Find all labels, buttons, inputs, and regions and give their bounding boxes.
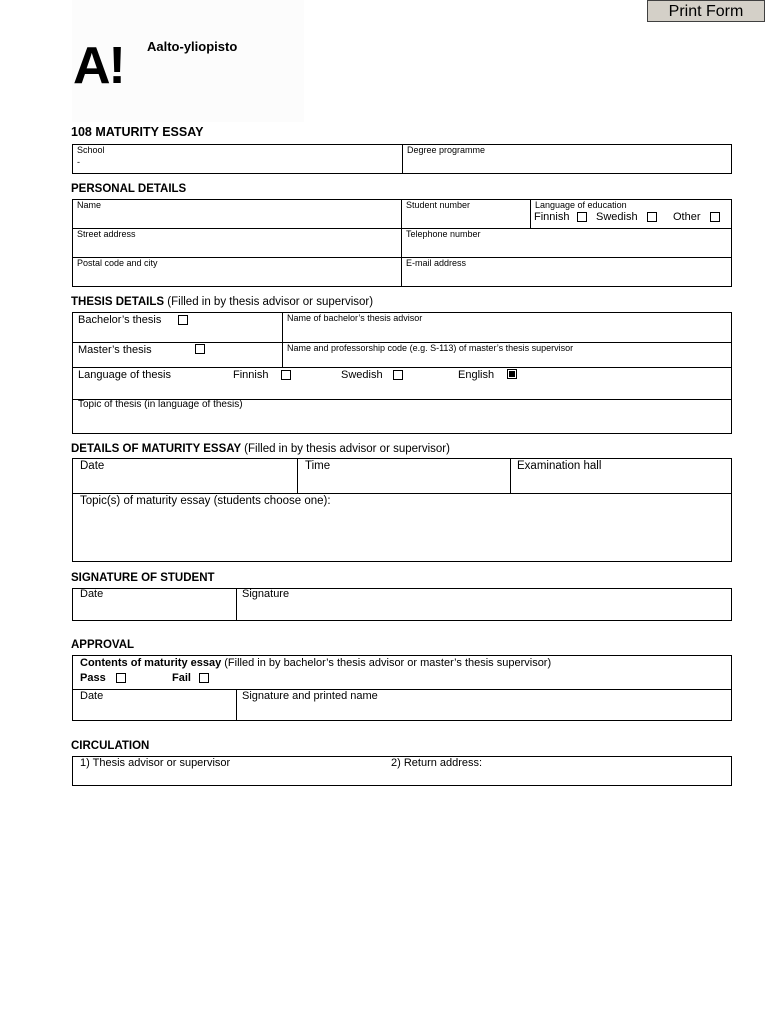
examination-hall-label: Examination hall <box>517 460 602 472</box>
student-signature-field[interactable] <box>237 589 731 620</box>
print-form-button[interactable]: Print Form <box>647 0 765 22</box>
circulation-heading: CIRCULATION <box>71 740 150 752</box>
thesis-topic-label: Topic of thesis (in language of thesis) <box>78 399 243 410</box>
name-field[interactable] <box>73 200 400 227</box>
bachelors-thesis-label: Bachelor’s thesis <box>78 314 162 326</box>
masters-supervisor-field[interactable] <box>283 343 731 366</box>
essay-time-field[interactable] <box>298 459 509 492</box>
thesis-details-title: THESIS DETAILS <box>71 296 165 308</box>
language-of-thesis-label: Language of thesis <box>78 369 171 381</box>
fail-label: Fail <box>172 672 191 684</box>
circulation-field[interactable] <box>73 770 731 785</box>
thesis-details-heading <box>71 296 373 308</box>
approval-heading: APPROVAL <box>71 639 135 651</box>
form-title: 108 MATURITY ESSAY <box>71 125 204 139</box>
essay-details-title: DETAILS OF MATURITY ESSAY <box>71 443 241 455</box>
bachelors-advisor-label: Name of bachelor’s thesis advisor <box>287 313 423 323</box>
thesis-finnish-checkbox[interactable] <box>281 370 291 380</box>
postal-code-field[interactable] <box>73 258 400 286</box>
street-address-label: Street address <box>77 229 136 239</box>
pass-label: Pass <box>80 672 106 684</box>
signature-heading: SIGNATURE OF STUDENT <box>71 572 215 584</box>
student-signature-label: Signature <box>242 588 290 600</box>
masters-supervisor-label: Name and professorship code (e.g. S-113) of master’s thesis supervisor <box>287 343 574 353</box>
essay-topics-label: Topic(s) of maturity essay (students choose one): <box>80 495 331 507</box>
bachelors-thesis-checkbox[interactable] <box>178 315 188 325</box>
essay-topics-field[interactable] <box>73 494 731 561</box>
education-finnish-label: Finnish <box>534 211 570 223</box>
approval-signature-label: Signature and printed name <box>242 690 378 702</box>
thesis-english-checkbox[interactable] <box>507 369 517 379</box>
student-number-field[interactable] <box>402 200 529 227</box>
bachelors-advisor-field[interactable] <box>283 313 731 341</box>
education-other-label: Other <box>673 211 701 223</box>
school-field[interactable] <box>73 145 401 173</box>
education-swedish-label: Swedish <box>596 211 638 223</box>
approval-contents-line <box>80 657 551 669</box>
school-value: - <box>77 157 80 167</box>
essay-details-heading <box>71 443 450 455</box>
telephone-label: Telephone number <box>406 229 481 239</box>
telephone-field[interactable] <box>402 229 731 256</box>
essay-date-label: Date <box>80 460 105 472</box>
approval-date-field[interactable] <box>73 690 235 720</box>
thesis-details-note: (Filled in by thesis advisor or supervisor) <box>167 296 374 308</box>
approval-date-label: Date <box>80 690 104 702</box>
email-label: E-mail address <box>406 258 467 268</box>
name-label: Name <box>77 200 102 210</box>
student-number-label: Student number <box>406 200 471 210</box>
thesis-swedish-checkbox[interactable] <box>393 370 403 380</box>
circulation-advisor-label: 1) Thesis advisor or supervisor <box>80 757 231 769</box>
education-finnish-checkbox[interactable] <box>577 212 587 222</box>
signature-date-field[interactable] <box>73 589 235 620</box>
essay-time-label: Time <box>305 460 331 472</box>
education-other-checkbox[interactable] <box>710 212 720 222</box>
approval-contents-note: (Filled in by bachelor’s thesis advisor or master’s thesis supervisor) <box>224 657 552 669</box>
thesis-swedish-label: Swedish <box>341 369 383 381</box>
approval-contents-label: Contents of maturity essay <box>80 657 222 669</box>
approval-signature-field[interactable] <box>237 690 731 720</box>
postal-code-label: Postal code and city <box>77 258 158 268</box>
signature-date-label: Date <box>80 588 104 600</box>
masters-thesis-label: Master’s thesis <box>78 344 152 356</box>
degree-programme-label: Degree programme <box>407 145 486 155</box>
thesis-finnish-label: Finnish <box>233 369 269 381</box>
fail-checkbox[interactable] <box>199 673 209 683</box>
essay-date-field[interactable] <box>73 459 296 492</box>
essay-details-note: (Filled in by thesis advisor or supervisor) <box>244 443 450 455</box>
university-name: Aalto-yliopisto <box>147 39 238 54</box>
language-of-education-label: Language of education <box>535 200 627 210</box>
school-label: School <box>77 145 105 155</box>
aalto-logo-mark: A! <box>73 37 124 95</box>
personal-details-heading: PERSONAL DETAILS <box>71 183 187 195</box>
pass-checkbox[interactable] <box>116 673 126 683</box>
education-swedish-checkbox[interactable] <box>647 212 657 222</box>
examination-hall-field[interactable] <box>511 459 731 492</box>
thesis-english-label: English <box>458 369 495 381</box>
circulation-return-label: 2) Return address: <box>391 757 483 769</box>
thesis-topic-field[interactable] <box>73 400 731 433</box>
email-field[interactable] <box>402 258 731 286</box>
degree-programme-field[interactable] <box>403 145 731 173</box>
masters-thesis-checkbox[interactable] <box>195 344 205 354</box>
street-address-field[interactable] <box>73 229 400 256</box>
